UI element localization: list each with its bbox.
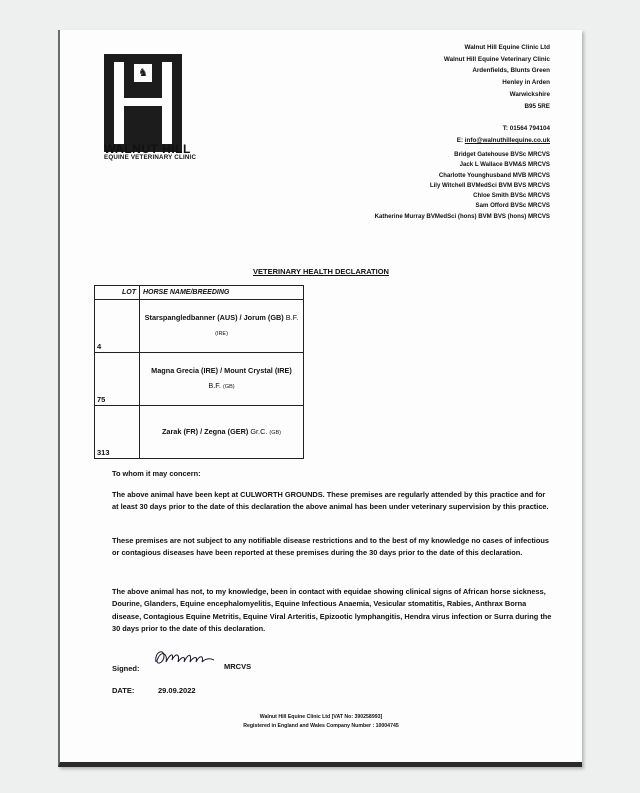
paragraph-contact: The above animal has not, to my knowledge, been in contact with equidae showing clinical signs of African horse sickness, Dourine, Glanders, Equine encephalomyelitis, Equine Infectious Anaemia, Vesicular stomatitis, Rabies, Anthrax Borna disease, Contagious Equine Metritis, Equine Viral Arteritis, Epizootic lymphangitis, Hendra virus infection or Surra during the 30 days prior to the date of this declaration. [112, 587, 552, 634]
phone-number: T: 01564 794104 [502, 125, 550, 133]
horse-breeding [140, 406, 304, 459]
paragraph-premises: The above animal have been kept at CULWORTH GROUNDS. These premises are regularly attended by this practice and for at least 30 days prior to the date of this declaration the above animal has been under veterinary supervision by this practice. [112, 490, 549, 512]
address-line: Ardenfields, Blunts Green [472, 67, 550, 75]
lot-number: 75 [95, 353, 140, 406]
lot-header: LOT [95, 286, 140, 300]
clinic-logo [104, 54, 182, 152]
address-line: Walnut Hill Equine Clinic Ltd [464, 44, 550, 51]
paragraph-restrictions: These premises are not subject to any notifiable disease restrictions and to the best of my knowledge no cases of infectious or contagious diseases have been reported at these premises during the 30 days prior to the date of this declaration. [112, 536, 549, 558]
horse-header: HORSE NAME/BREEDING [140, 286, 304, 300]
document-page [58, 30, 582, 767]
horse-name: Zarak (FR) / Zegna (GER) [161, 426, 249, 436]
horse-breeding [140, 300, 304, 353]
vet-name: Chloe Smith BVSc MRCVS [473, 192, 550, 200]
footer-vat: Walnut Hill Equine Clinic Ltd [VAT No: 390258993] [259, 714, 383, 720]
footer [60, 713, 582, 731]
table-row [95, 353, 304, 406]
address-line: B95 5RE [524, 102, 550, 110]
reg-code: B.F. [285, 313, 299, 322]
email-label: E: [456, 136, 465, 144]
lot-number: 313 [95, 406, 140, 459]
horse-name: Starspangledbanner (AUS) / Jorum (GB) [144, 313, 284, 322]
reg-country: (IRE) [215, 331, 228, 337]
logo-name: WALNUT HILL [104, 142, 191, 156]
signed-label: Signed: [112, 664, 140, 673]
reg-code: Gr.C. [250, 426, 268, 436]
signed-suffix: MRCVS [224, 662, 252, 671]
address-line: Henley in Arden [502, 79, 550, 87]
table-header-row [95, 286, 304, 300]
salutation: To whom it may concern: [112, 469, 201, 478]
vet-name: Jack L Wallace BVM&S MRCVS [459, 161, 550, 169]
table-row [95, 406, 304, 459]
address-line: Walnut Hill Equine Veterinary Clinic [443, 55, 550, 63]
registration [208, 381, 234, 390]
vet-list [375, 150, 550, 222]
document-title: VETERINARY HEALTH DECLARATION [253, 267, 389, 276]
vet-name: Lily Witchell BVMedSci BVM BVS MRCVS [429, 181, 550, 189]
lot-number: 4 [95, 300, 140, 353]
date-value: 29.09.2022 [158, 686, 196, 695]
registration [250, 427, 281, 436]
logo-subtitle: EQUINE VETERINARY CLINIC [104, 154, 197, 161]
vet-name: Bridget Gatehouse BVSc MRCVS [454, 151, 550, 158]
table-row [95, 300, 304, 353]
footer-registration: Registered in England and Wales Company Number : 10004745 [243, 722, 399, 729]
date-label: DATE: [112, 686, 135, 695]
lots-table [94, 285, 304, 459]
horse-name: Magna Grecia (IRE) / Mount Crystal (IRE) [151, 366, 292, 375]
reg-country: (GB) [222, 384, 235, 390]
clinic-address [444, 42, 550, 147]
reg-country: (GB) [269, 429, 282, 436]
horse-breeding [140, 353, 304, 406]
vet-name: Katherine Murray BVMedSci (hons) BVM BVS (hons) MRCVS [374, 212, 550, 220]
vet-name: Charlotte Younghusband MVB MRCVS [438, 171, 550, 179]
horse-icon: ♞ [134, 64, 152, 82]
vet-name: Sam Offord BVSc MRCVS [475, 202, 550, 210]
email-link[interactable]: info@walnuthillequine.co.uk [464, 136, 550, 144]
email-line [444, 135, 550, 147]
signature [150, 642, 220, 674]
reg-code: B.F. [208, 381, 221, 390]
address-line: Warwickshire [509, 90, 550, 98]
